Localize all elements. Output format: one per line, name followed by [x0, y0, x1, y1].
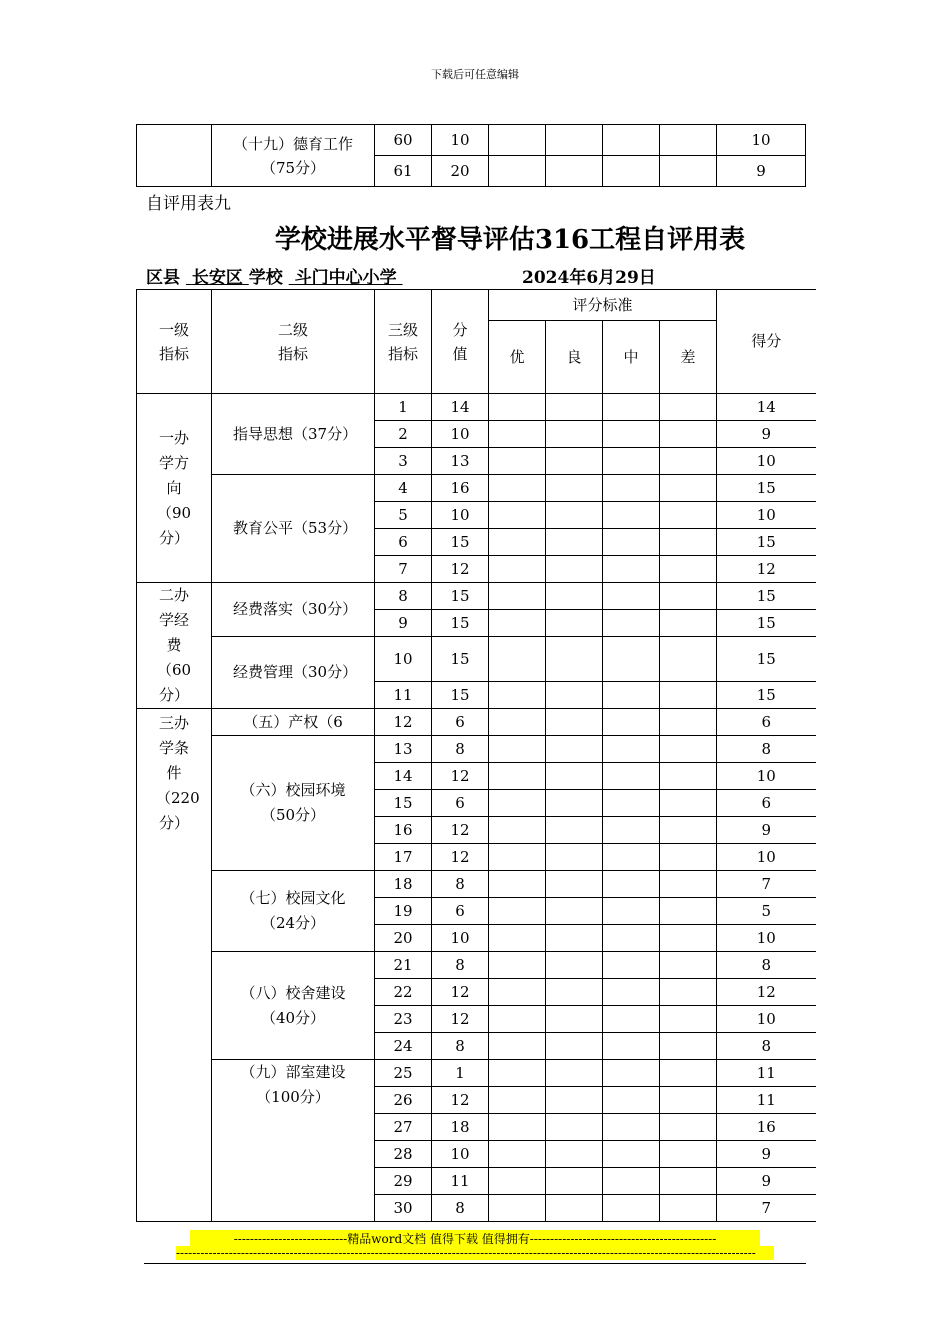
grade-cell — [603, 898, 660, 925]
grade-cell — [603, 421, 660, 448]
grade-cell — [489, 475, 546, 502]
grade-cell — [489, 763, 546, 790]
value-cell: 13 — [432, 448, 489, 475]
grade-cell — [489, 1114, 546, 1141]
score-cell: 7 — [717, 1195, 816, 1222]
index-cell: 19 — [375, 898, 432, 925]
grade-cell — [660, 556, 717, 583]
grade-cell — [603, 610, 660, 637]
grade-cell — [603, 556, 660, 583]
grade-cell — [660, 156, 717, 187]
grade-cell — [660, 125, 717, 156]
grade-cell — [603, 925, 660, 952]
grade-cell — [660, 394, 717, 421]
score-cell: 10 — [717, 844, 816, 871]
grade-cell — [603, 763, 660, 790]
score-cell: 6 — [717, 790, 816, 817]
score-cell: 16 — [717, 1114, 816, 1141]
score-cell: 10 — [717, 125, 806, 156]
grade-cell — [603, 1087, 660, 1114]
index-cell: 10 — [375, 637, 432, 682]
score-cell: 6 — [717, 709, 816, 736]
grade-cell — [546, 1087, 603, 1114]
value-cell: 8 — [432, 736, 489, 763]
score-cell: 9 — [717, 421, 816, 448]
grade-cell — [489, 156, 546, 187]
grade-cell — [489, 421, 546, 448]
value-cell: 14 — [432, 394, 489, 421]
grade-cell — [546, 844, 603, 871]
header-grade-excellent: 优 — [489, 321, 546, 394]
grade-cell — [489, 871, 546, 898]
grade-cell — [489, 952, 546, 979]
table-row — [137, 871, 816, 898]
grade-cell — [489, 898, 546, 925]
value-cell: 8 — [432, 871, 489, 898]
grade-cell — [546, 1006, 603, 1033]
grade-cell — [603, 979, 660, 1006]
grade-cell — [546, 952, 603, 979]
grade-cell — [660, 1114, 717, 1141]
grade-cell — [546, 1033, 603, 1060]
grade-cell — [603, 1060, 660, 1087]
grade-cell — [489, 394, 546, 421]
index-cell: 22 — [375, 979, 432, 1006]
index-cell: 15 — [375, 790, 432, 817]
score-cell: 10 — [717, 1006, 816, 1033]
index-cell: 29 — [375, 1168, 432, 1195]
grade-cell — [660, 529, 717, 556]
grade-cell — [603, 1195, 660, 1222]
grade-cell — [489, 448, 546, 475]
value-cell: 12 — [432, 763, 489, 790]
value-cell: 15 — [432, 529, 489, 556]
top-level1-cell — [137, 125, 212, 187]
grade-cell — [660, 637, 717, 682]
grade-cell — [660, 1168, 717, 1195]
grade-cell — [660, 925, 717, 952]
table-row — [137, 394, 816, 421]
footer-banner: ----------------------------精品word文档 值得下载 值得拥有---------------------------------------------- — [190, 1230, 760, 1247]
table-row — [137, 1060, 816, 1087]
district-value: 长安区 — [191, 268, 243, 288]
grade-cell — [603, 394, 660, 421]
index-cell: 6 — [375, 529, 432, 556]
table-row — [137, 709, 816, 736]
score-cell: 10 — [717, 448, 816, 475]
index-cell: 20 — [375, 925, 432, 952]
top-level2-cell: （十九）德育工作（75分） — [212, 125, 375, 187]
grade-cell — [660, 682, 717, 709]
grade-cell — [546, 475, 603, 502]
footer-rule — [144, 1263, 806, 1264]
grade-cell — [489, 125, 546, 156]
score-cell: 7 — [717, 871, 816, 898]
page-title: 学校进展水平督导评估316工程自评用表 — [274, 225, 746, 255]
value-cell: 8 — [432, 952, 489, 979]
level2-cell: （九）部室建设（100分） — [212, 1060, 375, 1222]
table-caption: 自评用表九 — [146, 194, 231, 214]
grade-cell — [660, 817, 717, 844]
grade-cell — [660, 979, 717, 1006]
value-cell: 6 — [432, 898, 489, 925]
index-cell: 30 — [375, 1195, 432, 1222]
header-value: 分值 — [432, 290, 489, 394]
index-cell: 27 — [375, 1114, 432, 1141]
grade-cell — [489, 790, 546, 817]
grade-cell — [603, 156, 660, 187]
table-row — [137, 952, 816, 979]
index-cell: 24 — [375, 1033, 432, 1060]
school-value: 斗门中心小学 — [294, 268, 397, 288]
value-cell: 6 — [432, 790, 489, 817]
grade-cell — [603, 736, 660, 763]
grade-cell — [660, 475, 717, 502]
grade-cell — [489, 1141, 546, 1168]
score-cell: 11 — [717, 1060, 816, 1087]
score-cell: 8 — [717, 952, 816, 979]
score-cell: 11 — [717, 1087, 816, 1114]
grade-cell — [489, 1087, 546, 1114]
grade-cell — [603, 790, 660, 817]
grade-cell — [546, 421, 603, 448]
grade-cell — [489, 1060, 546, 1087]
score-cell: 10 — [717, 763, 816, 790]
grade-cell — [546, 502, 603, 529]
grade-cell — [660, 421, 717, 448]
grade-cell — [603, 952, 660, 979]
grade-cell — [660, 736, 717, 763]
grade-cell — [489, 529, 546, 556]
value-cell: 1 — [432, 1060, 489, 1087]
header-grade-poor: 差 — [660, 321, 717, 394]
value-cell: 10 — [432, 421, 489, 448]
index-cell: 28 — [375, 1141, 432, 1168]
score-cell: 12 — [717, 979, 816, 1006]
grade-cell — [603, 637, 660, 682]
value-cell: 12 — [432, 1087, 489, 1114]
score-cell: 14 — [717, 394, 816, 421]
score-cell: 9 — [717, 817, 816, 844]
value-cell: 10 — [432, 125, 489, 156]
value-cell: 12 — [432, 556, 489, 583]
level2-cell: 教育公平（53分） — [212, 475, 375, 583]
grade-cell — [489, 637, 546, 682]
index-cell: 16 — [375, 817, 432, 844]
index-cell: 4 — [375, 475, 432, 502]
grade-cell — [603, 475, 660, 502]
grade-cell — [546, 817, 603, 844]
grade-cell — [603, 1114, 660, 1141]
grade-cell — [603, 125, 660, 156]
grade-cell — [546, 898, 603, 925]
main-table — [136, 289, 816, 1222]
grade-cell — [489, 1168, 546, 1195]
value-cell: 12 — [432, 1006, 489, 1033]
level2-cell: （六）校园环境（50分） — [212, 736, 375, 871]
score-cell: 9 — [717, 1141, 816, 1168]
grade-cell — [489, 556, 546, 583]
score-cell: 10 — [717, 925, 816, 952]
table-row — [137, 475, 816, 502]
level1-cell: 三办学条件（220分） — [137, 709, 212, 1222]
date: 2024年6月29日 — [522, 268, 656, 288]
header-note: 下载后可任意编辑 — [431, 68, 519, 81]
index-cell: 12 — [375, 709, 432, 736]
grade-cell — [660, 871, 717, 898]
grade-cell — [546, 736, 603, 763]
grade-cell — [546, 394, 603, 421]
score-cell: 8 — [717, 1033, 816, 1060]
grade-cell — [489, 979, 546, 1006]
value-cell: 15 — [432, 583, 489, 610]
grade-cell — [489, 1195, 546, 1222]
value-cell: 6 — [432, 709, 489, 736]
grade-cell — [660, 709, 717, 736]
grade-cell — [546, 925, 603, 952]
index-cell: 61 — [375, 156, 432, 187]
footer-dashes: ----------------------------------------------------------------------------------------------------------------------------------------------- — [176, 1246, 774, 1260]
index-cell: 2 — [375, 421, 432, 448]
table-row — [137, 637, 816, 682]
grade-cell — [660, 1006, 717, 1033]
index-cell: 8 — [375, 583, 432, 610]
grade-cell — [546, 583, 603, 610]
level2-cell: （五）产权（6 — [212, 709, 375, 736]
value-cell: 8 — [432, 1033, 489, 1060]
grade-cell — [660, 763, 717, 790]
score-cell: 9 — [717, 156, 806, 187]
grade-cell — [546, 709, 603, 736]
index-cell: 17 — [375, 844, 432, 871]
grade-cell — [660, 1087, 717, 1114]
grade-cell — [546, 1060, 603, 1087]
grade-cell — [603, 1033, 660, 1060]
score-cell: 15 — [717, 682, 816, 709]
grade-cell — [660, 844, 717, 871]
grade-cell — [546, 529, 603, 556]
grade-cell — [546, 1195, 603, 1222]
grade-cell — [546, 979, 603, 1006]
grade-cell — [660, 502, 717, 529]
grade-cell — [603, 844, 660, 871]
grade-cell — [489, 844, 546, 871]
header-level1: 一级指标 — [137, 290, 212, 394]
index-cell: 7 — [375, 556, 432, 583]
value-cell: 8 — [432, 1195, 489, 1222]
grade-cell — [546, 1141, 603, 1168]
grade-cell — [603, 871, 660, 898]
value-cell: 15 — [432, 682, 489, 709]
grade-cell — [603, 1006, 660, 1033]
grade-cell — [660, 610, 717, 637]
grade-cell — [660, 1141, 717, 1168]
index-cell: 23 — [375, 1006, 432, 1033]
grade-cell — [603, 502, 660, 529]
grade-cell — [603, 1141, 660, 1168]
header-standard: 评分标准 — [489, 290, 717, 321]
score-cell: 15 — [717, 610, 816, 637]
level2-cell: 经费落实（30分） — [212, 583, 375, 637]
index-cell: 21 — [375, 952, 432, 979]
grade-cell — [603, 817, 660, 844]
grade-cell — [546, 871, 603, 898]
score-cell: 5 — [717, 898, 816, 925]
index-cell: 3 — [375, 448, 432, 475]
header-grade-medium: 中 — [603, 321, 660, 394]
index-cell: 9 — [375, 610, 432, 637]
top-table — [136, 124, 806, 187]
table-row — [137, 736, 816, 763]
level1-cell: 一办学方向（90分） — [137, 394, 212, 583]
table-row — [137, 583, 816, 610]
value-cell: 10 — [432, 925, 489, 952]
index-cell: 14 — [375, 763, 432, 790]
value-cell: 10 — [432, 1141, 489, 1168]
grade-cell — [546, 763, 603, 790]
grade-cell — [660, 448, 717, 475]
value-cell: 20 — [432, 156, 489, 187]
meta-line — [146, 263, 746, 288]
score-cell: 8 — [717, 736, 816, 763]
grade-cell — [489, 682, 546, 709]
index-cell: 5 — [375, 502, 432, 529]
grade-cell — [603, 583, 660, 610]
top-table-row — [137, 125, 806, 156]
grade-cell — [660, 1060, 717, 1087]
grade-cell — [603, 682, 660, 709]
score-cell: 15 — [717, 529, 816, 556]
grade-cell — [546, 448, 603, 475]
index-cell: 25 — [375, 1060, 432, 1087]
value-cell: 11 — [432, 1168, 489, 1195]
grade-cell — [546, 156, 603, 187]
header-level2: 二级指标 — [212, 290, 375, 394]
index-cell: 60 — [375, 125, 432, 156]
grade-cell — [546, 556, 603, 583]
header-grade-good: 良 — [546, 321, 603, 394]
score-cell: 15 — [717, 475, 816, 502]
index-cell: 1 — [375, 394, 432, 421]
value-cell: 15 — [432, 637, 489, 682]
value-cell: 12 — [432, 844, 489, 871]
grade-cell — [546, 1114, 603, 1141]
grade-cell — [660, 1033, 717, 1060]
grade-cell — [603, 709, 660, 736]
grade-cell — [489, 610, 546, 637]
grade-cell — [489, 583, 546, 610]
score-cell: 15 — [717, 583, 816, 610]
grade-cell — [489, 709, 546, 736]
level2-cell: （七）校园文化（24分） — [212, 871, 375, 952]
grade-cell — [489, 736, 546, 763]
index-cell: 11 — [375, 682, 432, 709]
level2-cell: 指导思想（37分） — [212, 394, 375, 475]
level2-cell: （八）校舍建设（40分） — [212, 952, 375, 1060]
school-label: 学校 — [248, 268, 283, 288]
grade-cell — [660, 952, 717, 979]
grade-cell — [546, 610, 603, 637]
index-cell: 18 — [375, 871, 432, 898]
score-cell: 9 — [717, 1168, 816, 1195]
grade-cell — [546, 637, 603, 682]
grade-cell — [660, 898, 717, 925]
value-cell: 18 — [432, 1114, 489, 1141]
grade-cell — [489, 817, 546, 844]
grade-cell — [489, 1033, 546, 1060]
index-cell: 13 — [375, 736, 432, 763]
header-score: 得分 — [717, 290, 816, 394]
grade-cell — [546, 1168, 603, 1195]
score-cell: 15 — [717, 637, 816, 682]
value-cell: 16 — [432, 475, 489, 502]
grade-cell — [603, 448, 660, 475]
value-cell: 15 — [432, 610, 489, 637]
grade-cell — [489, 925, 546, 952]
grade-cell — [489, 1006, 546, 1033]
index-cell: 26 — [375, 1087, 432, 1114]
grade-cell — [603, 1168, 660, 1195]
district-label: 区县 — [146, 268, 180, 288]
grade-cell — [660, 1195, 717, 1222]
grade-cell — [660, 790, 717, 817]
level2-cell: 经费管理（30分） — [212, 637, 375, 709]
value-cell: 10 — [432, 502, 489, 529]
value-cell: 12 — [432, 817, 489, 844]
grade-cell — [660, 583, 717, 610]
grade-cell — [546, 682, 603, 709]
level1-cell: 二办学经费（60分） — [137, 583, 212, 709]
header-level3: 三级指标 — [375, 290, 432, 394]
score-cell: 10 — [717, 502, 816, 529]
score-cell: 12 — [717, 556, 816, 583]
grade-cell — [546, 125, 603, 156]
value-cell: 12 — [432, 979, 489, 1006]
grade-cell — [546, 790, 603, 817]
grade-cell — [603, 529, 660, 556]
grade-cell — [489, 502, 546, 529]
